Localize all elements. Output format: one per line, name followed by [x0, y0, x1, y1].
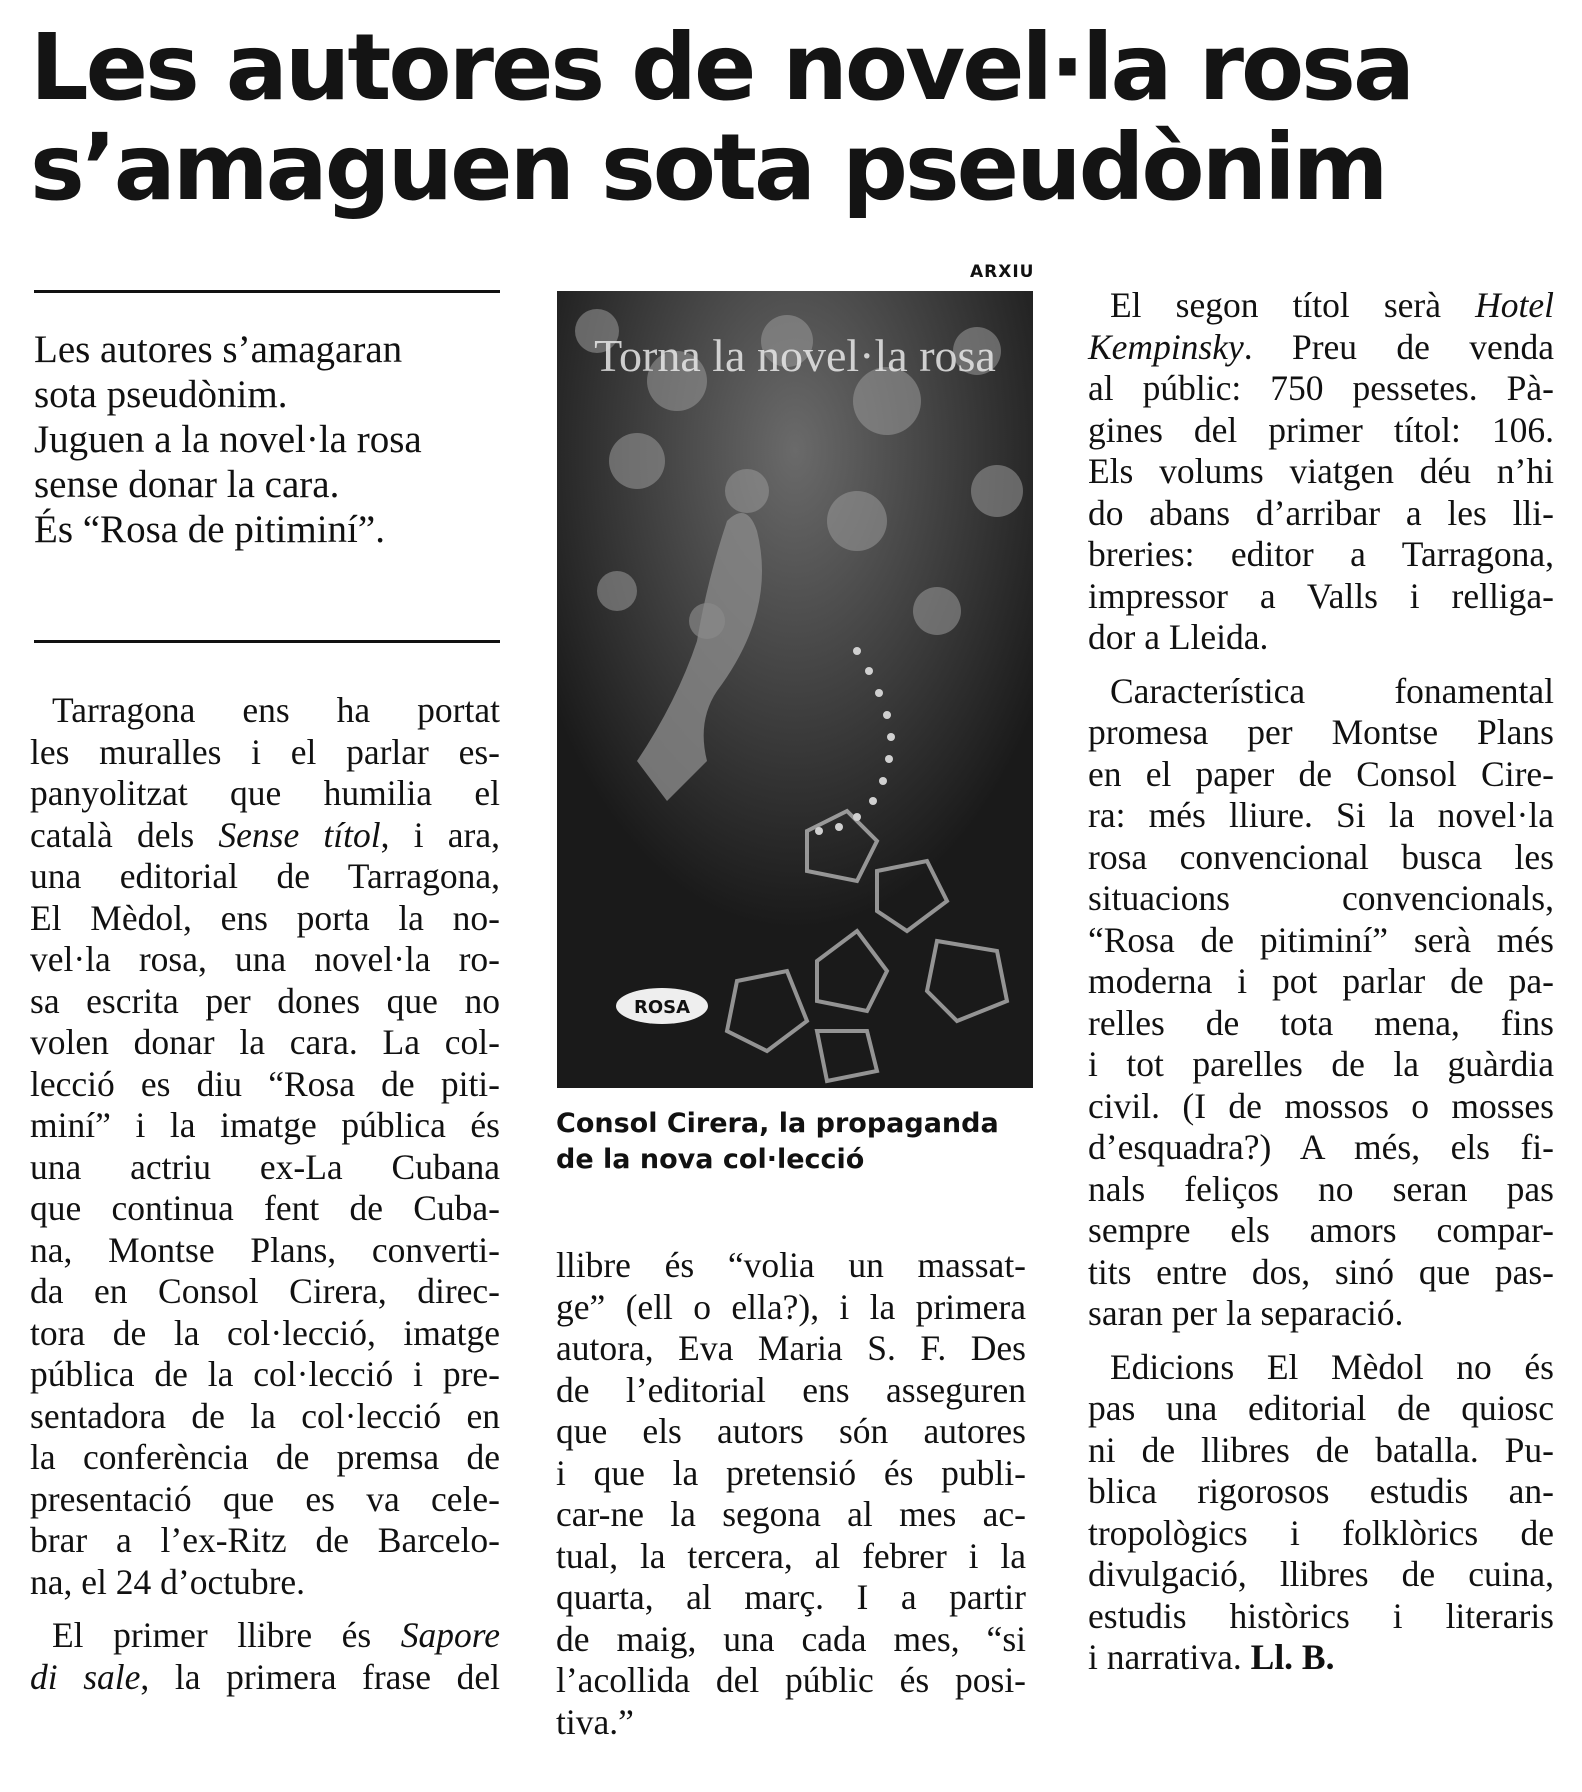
text-line: da en Consol Cirera, direc-: [30, 1271, 500, 1311]
text-line: [30, 1657, 500, 1699]
text-line: tits entre dos, sinó que pas-: [1088, 1251, 1554, 1292]
text-line: volen donar la cara. La col-: [30, 1022, 500, 1062]
photo-credit: ARXIU: [970, 262, 1035, 282]
text-line: do abans d’arribar a les lli-: [1088, 492, 1554, 533]
text-line: moderna i pot parlar de pa-: [1088, 961, 1554, 1001]
book-cover-image: [557, 291, 1033, 1088]
paragraph: [30, 1615, 500, 1698]
paragraph: [1088, 285, 1554, 659]
text-line: l’acollida del públic és posi-: [556, 1660, 1026, 1700]
cover-logo-text: ROSA: [633, 997, 691, 1018]
text-segment: i narrativa.: [1088, 1637, 1251, 1677]
text-line: “Rosa de pitiminí” serà més: [1088, 919, 1554, 960]
text-line: tropològics i folklòrics de: [1088, 1512, 1554, 1553]
caption-line: de la nova col·lecció: [556, 1144, 865, 1175]
text-line: tiva.”: [556, 1701, 634, 1742]
text-line: na, el 24 d’octubre.: [30, 1561, 306, 1602]
text-segment: català dels: [30, 814, 219, 855]
cover-title: Torna la novel·la rosa: [594, 330, 996, 381]
text-line: sa escrita per dones que no: [30, 980, 500, 1021]
text-line: la conferència de premsa de: [30, 1437, 500, 1477]
text-line: gines del primer títol: 106.: [1088, 409, 1554, 450]
text-line: vel·la rosa, una novel·la ro-: [30, 939, 500, 979]
text-segment: , i ara,: [380, 814, 501, 855]
deck-line: És “Rosa de pitiminí”.: [34, 508, 385, 551]
text-line: na, Montse Plans, converti-: [30, 1229, 500, 1270]
text-line: [1088, 327, 1554, 369]
text-line: blica rigorosos estudis an-: [1088, 1471, 1554, 1511]
text-line: al públic: 750 pessetes. Pà-: [1088, 368, 1554, 408]
text-line: llibre és “volia un massat-: [556, 1245, 1026, 1285]
paragraph: [1088, 671, 1554, 1335]
deck-top-rule: [34, 290, 500, 293]
text-line: Edicions El Mèdol no és: [1110, 1346, 1554, 1387]
text-line: situacions convencionals,: [1088, 878, 1554, 918]
text-line: [1088, 1637, 1554, 1679]
text-line: dor a Lleida.: [1088, 617, 1269, 657]
text-segment: El primer llibre és: [52, 1615, 401, 1655]
deck-line: Juguen a la novel·la rosa: [34, 418, 422, 461]
text-line: ni de llibres de batalla. Pu-: [1088, 1429, 1554, 1470]
text-line: lecció es diu “Rosa de piti-: [30, 1063, 500, 1104]
article-column-1: [30, 690, 500, 1710]
text-line: rosa convencional busca les: [1088, 836, 1554, 877]
italic-title: Hotel: [1475, 285, 1554, 325]
author-signature: Ll. B.: [1250, 1637, 1335, 1677]
text-line: El Mèdol, ens porta la no-: [30, 897, 500, 938]
deck-line: sense donar la cara.: [34, 463, 340, 506]
text-line: una editorial de Tarragona,: [30, 856, 500, 896]
text-line: panyolitzat que humilia el: [30, 773, 500, 813]
italic-title: Kempinsky: [1088, 326, 1244, 367]
italic-title: Sapore: [400, 1615, 500, 1655]
text-segment: , la primera frase del: [140, 1656, 500, 1697]
text-line: les muralles i el parlar es-: [30, 731, 500, 772]
text-line: ra: més lliure. Si la novel·la: [1088, 795, 1554, 835]
headline: [30, 14, 1560, 221]
text-line: que continua fent de Cuba-: [30, 1188, 500, 1228]
text-line: divulgació, llibres de cuina,: [1088, 1554, 1554, 1594]
text-line: breries: editor a Tarragona,: [1088, 534, 1554, 574]
deck-bottom-rule: [34, 640, 500, 643]
text-line: de l’editorial ens asseguren: [556, 1369, 1026, 1410]
text-line: brar a l’ex-Ritz de Barcelo-: [30, 1520, 500, 1560]
book-cover-photo: [557, 291, 1033, 1088]
text-line: i que la pretensió és publi-: [556, 1452, 1026, 1493]
article-column-3: [1088, 285, 1554, 1691]
deck: [34, 327, 504, 552]
text-line: civil. (I de mossos o mosses: [1088, 1085, 1554, 1126]
caption-line: Consol Cirera, la propaganda: [556, 1108, 999, 1139]
text-line: [30, 815, 500, 857]
text-line: una actriu ex-La Cubana: [30, 1146, 500, 1187]
text-line: sentadora de la col·lecció en: [30, 1395, 500, 1436]
text-line: autora, Eva Maria S. F. Des: [556, 1328, 1026, 1368]
paragraph: [30, 690, 500, 1603]
text-line: i tot parelles de la guàrdia: [1088, 1044, 1554, 1084]
text-line: pública de la col·lecció i pre-: [30, 1354, 500, 1394]
text-line: impressor a Valls i relliga-: [1088, 575, 1554, 616]
text-line: tual, la tercera, al febrer i la: [556, 1535, 1026, 1576]
headline-line-2: s’amaguen sota pseudònim: [30, 114, 1386, 221]
text-line: estudis històrics i literaris: [1088, 1595, 1554, 1636]
text-line: nals feliços no seran pas: [1088, 1168, 1554, 1209]
text-line: sempre els amors compar-: [1088, 1210, 1554, 1250]
text-line: Tarragona ens ha portat: [52, 690, 500, 730]
text-line: d’esquadra?) A més, els fi-: [1088, 1127, 1554, 1167]
text-line: ge” (ell o ella?), i la primera: [556, 1286, 1026, 1327]
text-line: tora de la col·lecció, imatge: [30, 1312, 500, 1353]
italic-title: Sense títol: [218, 814, 381, 855]
article-column-2: [556, 1245, 1026, 1755]
text-segment: El segon títol serà: [1110, 285, 1476, 325]
photo-caption: [556, 1106, 1036, 1178]
deck-line: Les autores s’amagaran: [34, 328, 403, 371]
deck-line: sota pseudònim.: [34, 373, 288, 416]
text-line: Característica fonamental: [1110, 670, 1554, 711]
text-line: miní” i la imatge pública és: [30, 1105, 500, 1145]
text-line: [1088, 285, 1554, 327]
text-line: saran per la separació.: [1088, 1293, 1404, 1333]
text-line: quarta, al març. I a partir: [556, 1577, 1026, 1617]
paragraph: [1088, 1347, 1554, 1679]
text-segment: . Preu de venda: [1243, 326, 1554, 367]
text-line: car-ne la segona al mes ac-: [556, 1494, 1026, 1534]
cover-logo: [616, 988, 708, 1024]
text-line: [30, 1615, 500, 1657]
paragraph: [556, 1245, 1026, 1743]
text-line: de maig, una cada mes, “si: [556, 1618, 1026, 1659]
text-line: pas una editorial de quiosc: [1088, 1388, 1554, 1428]
italic-title: di sale: [30, 1656, 141, 1697]
text-line: promesa per Montse Plans: [1088, 712, 1554, 752]
text-line: presentació que es va cele-: [30, 1478, 500, 1519]
text-line: en el paper de Consol Cire-: [1088, 753, 1554, 794]
text-line: relles de tota mena, fins: [1088, 1002, 1554, 1043]
text-line: Els volums viatgen déu n’hi: [1088, 451, 1554, 491]
text-line: que els autors són autores: [556, 1411, 1026, 1451]
headline-line-1: Les autores de novel·la rosa: [30, 14, 1413, 121]
